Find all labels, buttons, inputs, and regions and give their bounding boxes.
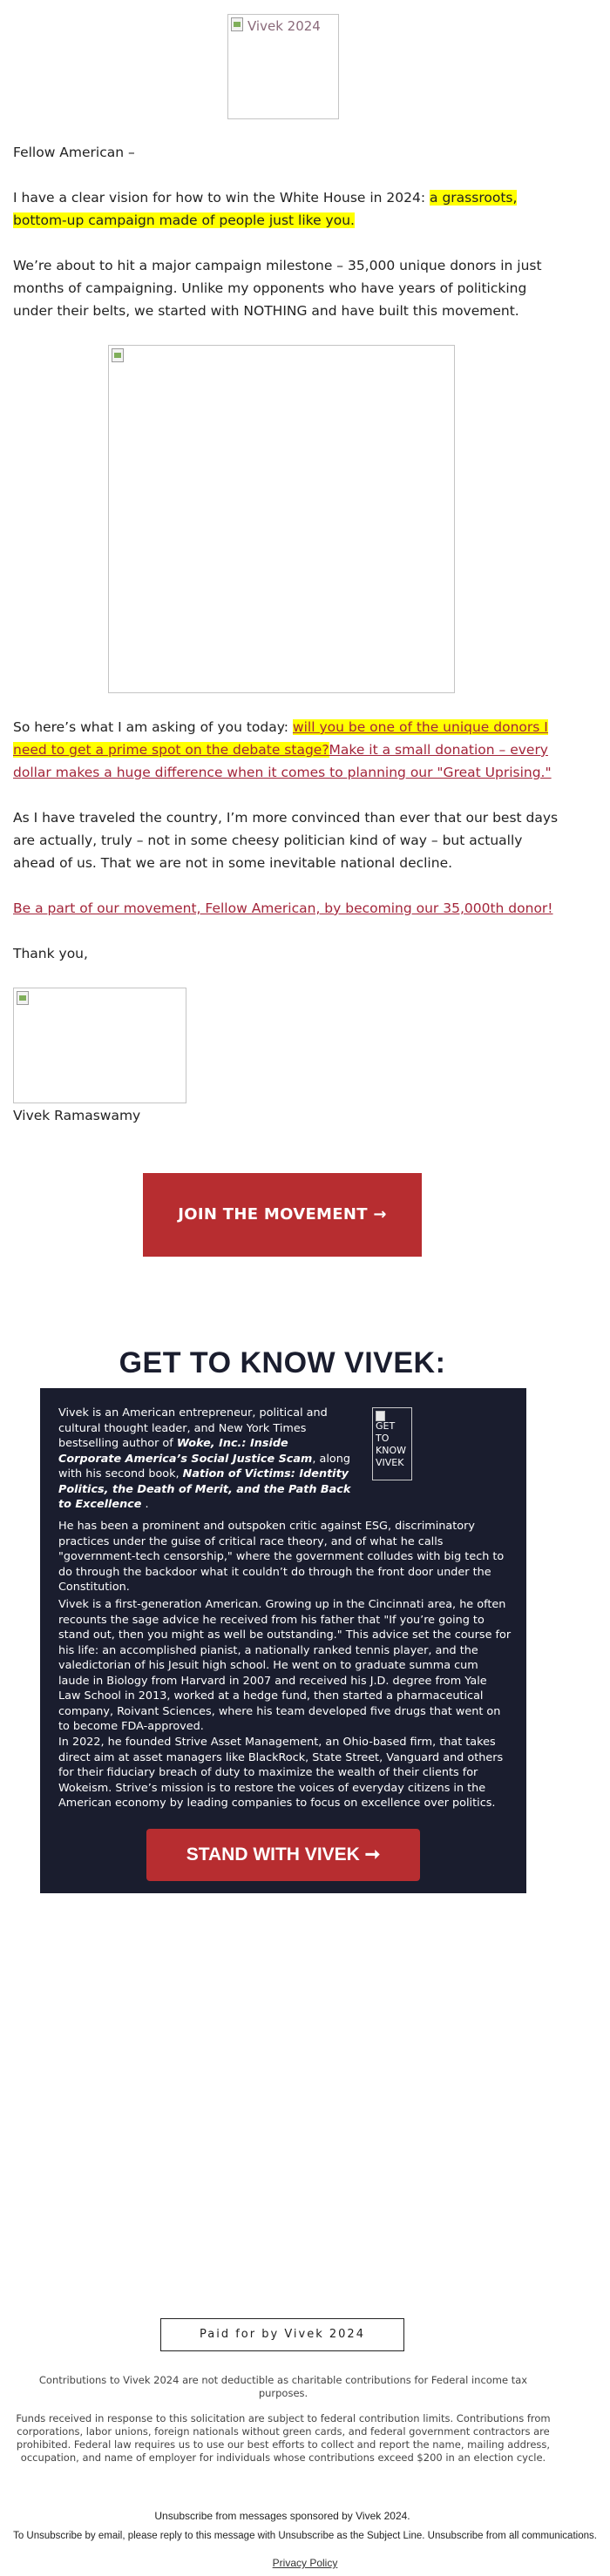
debate-stage-donor-link[interactable]: will you be one of the unique donors I need to get a prime spot on the debate stage? [13, 719, 548, 758]
bio-paragraph-strive: In 2022, he founded Strive Asset Management, an Ohio-based firm, that takes direct aim at asset managers like BlackRock, State Street, Vanguard and others for their fiduciary breach of duty to maximize the wealth of their clients for Wokeism. Strive’s mission is to restore the voices of everyday citizens in the American economy by leading companies to focus on excellence over politics. [58, 1736, 504, 1810]
campaign-image [108, 345, 455, 693]
vision-intro-text: I have a clear vision for how to win the White House in 2024: [13, 190, 430, 206]
small-donation-link[interactable]: Make it a small donation – every dollar makes a huge difference when it comes to planning our "Great Uprising." [13, 742, 552, 780]
paragraph-milestone: We’re about to hit a major campaign milestone – 35,000 unique donors in just months of campaigning. Unlike my opponents who have years of politicking under their belts, we started with NOTHING and have built this movement. [13, 258, 542, 319]
broken-image-icon [231, 17, 243, 31]
paragraph-best-days: As I have traveled the country, I’m more convinced than ever that our best days are actually, truly – not in some cheesy politician kind of way – but actually ahead of us. That we are not in some inevitable national decline. [13, 810, 559, 871]
signature-image [13, 988, 186, 1103]
book-woke-inc: Woke, Inc.: Inside Corporate America’s Social Justice Scam [58, 1437, 313, 1466]
cta-paragraph [13, 897, 597, 920]
image-alt-text: GET TO KNOW VIVEK [376, 1420, 406, 1468]
broken-image-icon [112, 348, 124, 362]
book-nation-of-victims: Nation of Victims: Identity Politics, the Death of Merit, and the Path Back to Excellence [58, 1467, 351, 1511]
broken-image-icon [17, 991, 29, 1005]
bio-author-text-3: . [141, 1498, 149, 1511]
paragraph-vision [13, 186, 553, 232]
bio-paragraph-critic: He has been a prominent and outspoken critic against ESG, discriminatory practices under the guise of critical race theory, and of what he calls "government-tech censorship," where the government colludes with big tech to do through the backdoor what it couldn’t do through the front door under the Constitution. [58, 1520, 505, 1594]
ask-intro-text: So here’s what I am asking of you today: [13, 719, 293, 735]
paid-for-box: Paid for by Vivek 2024 [160, 2318, 404, 2351]
signoff: Thank you, [13, 946, 88, 961]
greeting: Fellow American – [13, 145, 135, 160]
signature-name: Vivek Ramaswamy [13, 1108, 141, 1123]
bio-paragraph-background: Vivek is a first-generation American. Growing up in the Cincinnati area, he often recounts the sage advice he received from his father that "If you’re going to stand out, then you might as well be outstanding." This advice set the course for his life: an accomplished pianist, a nationally ranked tennis player, and the valedictorian of his Jesuit high school. He went on to graduate summa cum laude in Biology from Harvard in 2007 and received his J.D. degree from Yale Law School in 2013, worked at a hedge fund, then started a pharmaceutical company, Roivant Sciences, where his team developed five drugs that went on to become FDA-approved. [58, 1598, 512, 1733]
get-to-know-vivek-image [372, 1407, 412, 1480]
paragraph-ask [13, 716, 562, 784]
vivek-2024-logo [227, 14, 339, 119]
vision-highlight-text: a grassroots, bottom-up campaign made of people just like you. [13, 190, 518, 228]
become-donor-link[interactable]: Be a part of our movement, Fellow American, by becoming our 35,000th donor! [13, 900, 553, 916]
bio-panel [40, 1388, 526, 1893]
unsubscribe-email-text[interactable]: To Unsubscribe by email, please reply to this message with Unsubscribe as the Subject Line. Unsubscribe from all communications. [13, 2531, 597, 2541]
tax-disclaimer: Contributions to Vivek 2024 are not deductible as charitable contributions for Federal income tax purposes. [38, 2374, 528, 2399]
join-the-movement-button[interactable]: JOIN THE MOVEMENT → [143, 1173, 422, 1257]
bio-paragraph-author [58, 1406, 355, 1513]
privacy-policy-link[interactable]: Privacy Policy [272, 2557, 338, 2569]
fec-disclaimer: Funds received in response to this solicitation are subject to federal contribution limits. Contributions from corporations, labor unions, foreign nationals without green cards, and federal government contractors are prohibited. Federal law requires us to use our best efforts to collect and report the name, mailing address, occupation, and name of employer for individuals whose contributions exceed $200 in an election cycle. [16, 2412, 551, 2464]
bio-author-text: Vivek is an American entrepreneur, political and cultural thought leader, and New York Times bestselling author of [58, 1406, 328, 1450]
stand-with-vivek-button[interactable]: STAND WITH VIVEK ➞ [146, 1829, 420, 1881]
bio-author-text-2: , along with his second book, [58, 1452, 350, 1480]
unsubscribe-text[interactable]: Unsubscribe from messages sponsored by Vivek 2024. [154, 2510, 410, 2522]
get-to-know-heading: GET TO KNOW VIVEK: [119, 1346, 446, 1379]
logo-alt-text: Vivek 2024 [247, 18, 321, 34]
